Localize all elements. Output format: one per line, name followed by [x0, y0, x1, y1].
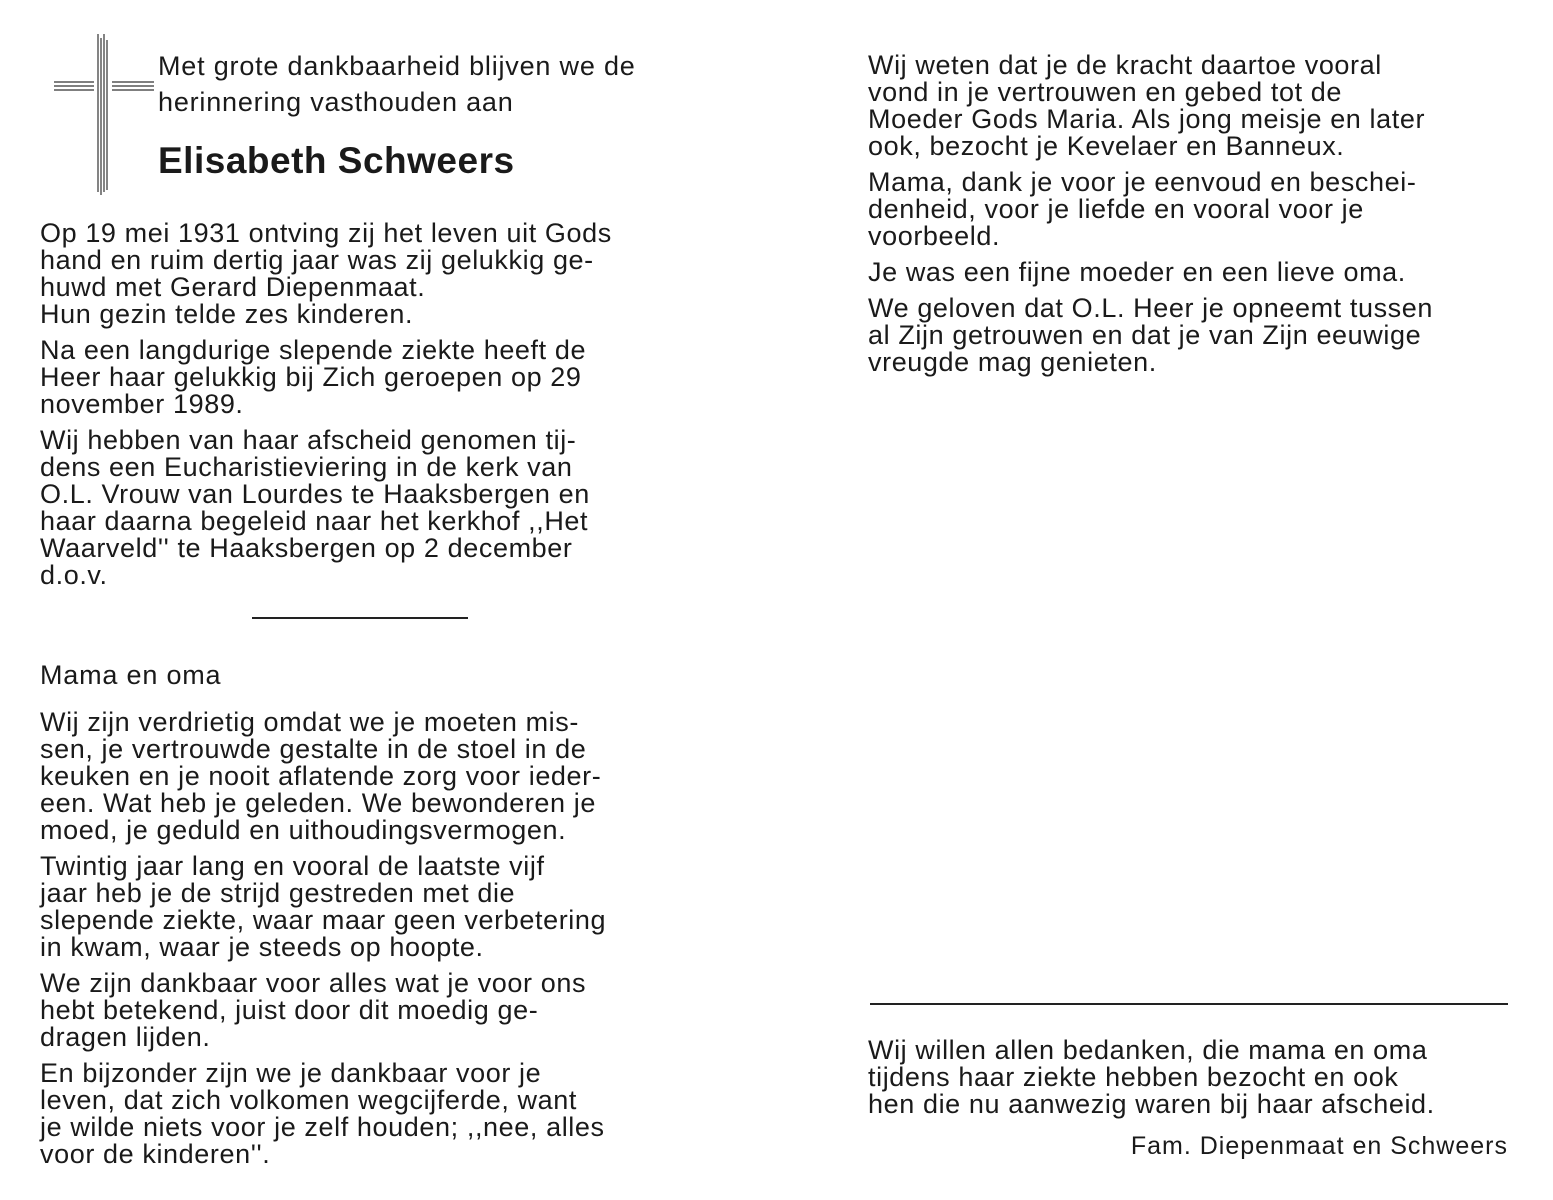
tribute-paragraph: En bijzonder zijn we je dankbaar voor je leven, dat zich volkomen wegcijferde, want je wilde niets voor je zelf houden; ,,nee, alles voor de kinderen''. — [40, 1058, 605, 1169]
right-column — [868, 52, 1523, 385]
thanks-paragraph: Wij willen allen bedanken, die mama en oma tijdens haar ziekte hebben bezocht en ook hen die nu aanwezig waren bij haar afscheid. — [868, 1035, 1435, 1119]
divider — [252, 617, 468, 619]
thanks-section — [868, 1037, 1508, 1127]
biography-paragraph: Op 19 mei 1931 ontving zij het leven uit Gods hand en ruim dertig jaar was zij gelukkig ge- huwd met Gerard Diepenmaat. Hun gezin telde zes kinderen. — [40, 218, 612, 329]
divider — [870, 1003, 1508, 1005]
right-paragraph: Mama, dank je voor je eenvoud en beschei- denheid, voor je liefde en vooral voor je voorbeeld. — [868, 167, 1417, 251]
tribute-section — [40, 660, 685, 1177]
biography-paragraph: Wij hebben van haar afscheid genomen tij- dens een Eucharistieviering in de kerk van O.L. Vrouw van Lourdes te Haaksbergen en haar daarna begeleid naar het kerkhof ,,Het Waarveld'' te Haaksbergen op 2 december d.o.v. — [40, 425, 590, 590]
biography-paragraph: Na een langdurige slepende ziekte heeft de Heer haar gelukkig bij Zich geroepen op 29 november 1989. — [40, 335, 587, 419]
header-line-2: herinnering vasthouden aan — [158, 87, 514, 117]
header-line-1: Met grote dankbaarheid blijven we de — [158, 51, 636, 81]
tribute-paragraph: Wij zijn verdrietig omdat we je moeten mis- sen, je vertrouwde gestalte in de stoel in de keuken en je nooit aflatende zorg voor ieder- een. Wat heb je geleden. We bewonderen je moed, je geduld en uithoudingsvermogen. — [40, 707, 602, 845]
tribute-paragraph: We zijn dankbaar voor alles wat je voor ons hebt betekend, juist door dit moedig ge- dragen lijden. — [40, 968, 587, 1052]
cross-icon — [46, 32, 156, 197]
deceased-name: Elisabeth Schweers — [158, 140, 515, 181]
left-column — [40, 30, 695, 598]
right-paragraph: Je was een fijne moeder en een lieve oma. — [868, 257, 1406, 287]
memorial-header — [40, 30, 695, 200]
signature: Fam. Diepenmaat en Schweers — [1130, 1132, 1508, 1160]
tribute-title: Mama en oma — [40, 660, 222, 690]
biography — [40, 220, 695, 589]
right-paragraph: We geloven dat O.L. Heer je opneemt tussen al Zijn getrouwen en dat je van Zijn eeuwige vreugde mag genieten. — [868, 293, 1434, 377]
right-paragraph: Wij weten dat je de kracht daartoe vooral vond in je vertrouwen en gebed tot de Moeder Gods Maria. Als jong meisje en later ook, bezocht je Kevelaer en Banneux. — [868, 50, 1426, 161]
tribute-paragraph: Twintig jaar lang en vooral de laatste vijf jaar heb je de strijd gestreden met die slepende ziekte, waar maar geen verbetering in kwam, waar je steeds op hoopte. — [40, 851, 607, 962]
